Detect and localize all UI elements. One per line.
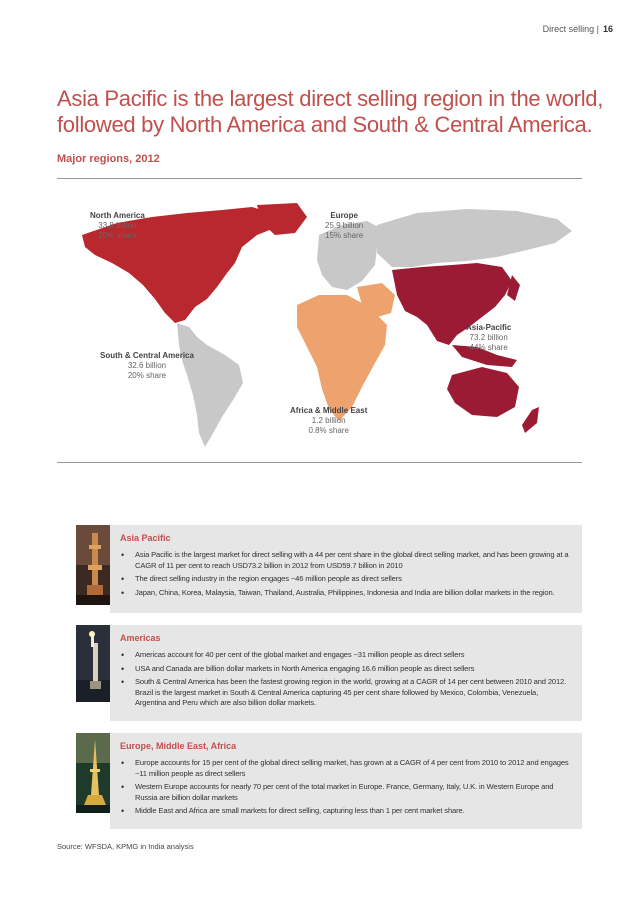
label-asia-pacific: Asia-Pacific 73.2 billion 44% share — [466, 323, 512, 352]
label-africa-middle-east: Africa & Middle East 1.2 billion 0.8% share — [290, 406, 368, 435]
bullet-item: • Americas account for 40 per cent of the global market and engages ~31 million people as direct sellers — [118, 650, 570, 661]
bullet-list — [118, 650, 570, 712]
top-divider — [57, 178, 582, 179]
label-north-america: North America 33.8 billion 20% share — [90, 211, 145, 240]
new-zealand-region — [522, 407, 539, 433]
section-asia-pacific — [110, 525, 582, 613]
bullet-item: • The direct selling industry in the region engages ~46 million people as direct sellers — [118, 574, 570, 585]
bullet-item: • Asia Pacific is the largest market for direct selling with a 44 per cent share in the global direct selling market, and has been growing at a CAGR of 11 per cent to reach USD73.2 billion in 2012 from USD59.7 billion in 2010 — [118, 550, 570, 571]
section-heading: Americas — [120, 633, 161, 643]
map-divider — [57, 462, 582, 463]
section-americas — [110, 625, 582, 721]
section-name: Direct selling | — [542, 24, 599, 34]
figure-subtitle: Major regions, 2012 — [57, 153, 160, 165]
label-europe: Europe 25.9 billion 15% share — [325, 211, 364, 240]
label-south-central-america: South & Central America 32.6 billion 20% share — [100, 351, 194, 380]
australia-region — [447, 367, 519, 417]
running-header — [543, 24, 613, 34]
section-heading: Asia Pacific — [120, 533, 171, 543]
bullet-item: • Japan, China, Korea, Malaysia, Taiwan, Thailand, Australia, Philippines, Indonesia and India are billion dollar markets in the region. — [118, 588, 570, 599]
bullet-item: • USA and Canada are billion dollar markets in North America engaging 16.6 million people as direct sellers — [118, 664, 570, 675]
bullet-item: • Europe accounts for 15 per cent of the global direct selling market, has grown at a CAGR of 4 per cent from 2010 to 2012 and engages ~11 million people as direct sellers — [118, 758, 570, 779]
bullet-list — [118, 550, 570, 601]
bullet-list — [118, 758, 570, 820]
section-emea — [110, 733, 582, 829]
bullet-item: • Middle East and Africa are small markets for direct selling, capturing less than 1 per cent market share. — [118, 806, 570, 817]
page-title: Asia Pacific is the largest direct selling region in the world, followed by North America and South & Central America. — [57, 86, 604, 137]
south-america-region — [177, 323, 243, 447]
section-heading: Europe, Middle East, Africa — [120, 741, 237, 751]
americas-photo — [76, 625, 114, 702]
page-number: 16 — [602, 24, 613, 34]
bullet-item: • Western Europe accounts for nearly 70 per cent of the total market in Europe. France, Germany, Italy, U.K. in Western Europe and Russia are billion dollar markets — [118, 782, 570, 803]
europe-photo — [76, 733, 114, 813]
source-note: Source: WFSDA, KPMG in India analysis — [57, 842, 194, 851]
bullet-item: • South & Central America has been the fastest growing region in the world, growing at a CAGR of 14 per cent between 2010 and 2012. Brazil is the largest market in South & Central America capturing 45 per cent share followed by Mexico, Colombia, Venezuela, Argentina and Peru which are also billion dollar markets. — [118, 677, 570, 709]
russia-region — [377, 209, 572, 267]
asia-pacific-photo — [76, 525, 114, 605]
